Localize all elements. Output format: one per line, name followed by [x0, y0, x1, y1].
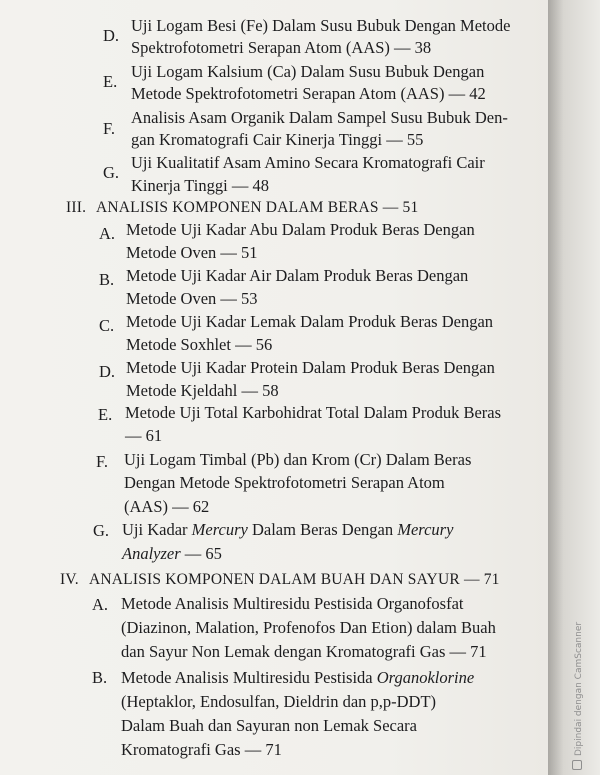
item-label: A. — [99, 224, 116, 243]
item-label: B. — [99, 270, 115, 289]
toc-line: Kromatografi Gas — 71 — [121, 740, 282, 759]
toc-line: Uji Logam Besi (Fe) Dalam Susu Bubuk Dengan Metode — [131, 16, 511, 35]
toc-line: Metode Spektrofotometri Serapan Atom (AAS) — 42 — [131, 84, 486, 103]
toc-line: Metode Analisis Multiresidu Pestisida Organoklorine — [121, 668, 475, 687]
toc-line: — 61 — [125, 426, 163, 445]
item-label: E. — [103, 72, 118, 91]
section-title: ANALISIS KOMPONEN DALAM BERAS — 51 — [96, 199, 419, 216]
toc-line: Metode Oven — 53 — [126, 289, 258, 308]
item-label: D. — [103, 26, 120, 45]
section-numeral: III. — [66, 199, 87, 216]
toc-line: gan Kromatografi Cair Kinerja Tinggi — 55 — [131, 130, 424, 149]
toc-line: Metode Soxhlet — 56 — [126, 335, 273, 354]
toc-line: Metode Uji Kadar Protein Dalam Produk Beras Dengan — [126, 358, 495, 377]
item-label: A. — [92, 595, 109, 614]
scanner-watermark — [572, 622, 584, 770]
item-label: F. — [96, 452, 108, 471]
camscanner-icon — [572, 760, 582, 770]
toc-line: Metode Kjeldahl — 58 — [126, 381, 279, 400]
toc-line: (Heptaklor, Endosulfan, Dieldrin dan p,p-DDT) — [121, 692, 437, 711]
item-label: B. — [92, 668, 108, 687]
toc-line: Uji Logam Kalsium (Ca) Dalam Susu Bubuk Dengan — [131, 62, 485, 81]
section-numeral: IV. — [60, 571, 79, 588]
toc-line: (Diazinon, Malation, Profenofos Dan Etion) dalam Buah — [121, 618, 496, 637]
toc-line: Metode Oven — 51 — [126, 243, 258, 262]
toc-line: Analyzer — 65 — [122, 544, 222, 563]
toc-line: Metode Uji Total Karbohidrat Total Dalam Produk Beras — [125, 403, 502, 422]
toc-line: Dalam Buah dan Sayuran non Lemak Secara — [121, 716, 417, 735]
item-label: E. — [98, 405, 113, 424]
toc-line: dan Sayur Non Lemak dengan Kromatografi Gas — 71 — [121, 642, 487, 661]
toc-line: Spektrofotometri Serapan Atom (AAS) — 38 — [131, 38, 432, 57]
item-label: F. — [103, 119, 115, 138]
item-label: D. — [99, 362, 116, 381]
toc-line: Metode Uji Kadar Air Dalam Produk Beras Dengan — [126, 266, 469, 285]
toc-line: Analisis Asam Organik Dalam Sampel Susu Bubuk Den- — [131, 108, 508, 127]
toc-line: Dengan Metode Spektrofotometri Serapan Atom — [124, 473, 445, 492]
toc-line: Uji Kualitatif Asam Amino Secara Kromatografi Cair — [131, 153, 485, 172]
toc-line: Uji Kadar Mercury Dalam Beras Dengan Mercury — [122, 520, 454, 539]
section-title: ANALISIS KOMPONEN DALAM BUAH DAN SAYUR — 71 — [89, 571, 500, 588]
watermark-text: Dipindai dengan CamScanner — [574, 621, 584, 756]
toc-line: Metode Analisis Multiresidu Pestisida Organofosfat — [121, 594, 464, 613]
toc-line: (AAS) — 62 — [124, 497, 210, 516]
toc-line: Metode Uji Kadar Lemak Dalam Produk Beras Dengan — [126, 312, 494, 331]
toc-line: Metode Uji Kadar Abu Dalam Produk Beras Dengan — [126, 220, 475, 239]
item-label: G. — [93, 521, 110, 540]
item-label: C. — [99, 316, 115, 335]
item-label: G. — [103, 163, 120, 182]
toc-line: Kinerja Tinggi — 48 — [131, 176, 269, 195]
toc-line: Uji Logam Timbal (Pb) dan Krom (Cr) Dalam Beras — [124, 450, 472, 469]
